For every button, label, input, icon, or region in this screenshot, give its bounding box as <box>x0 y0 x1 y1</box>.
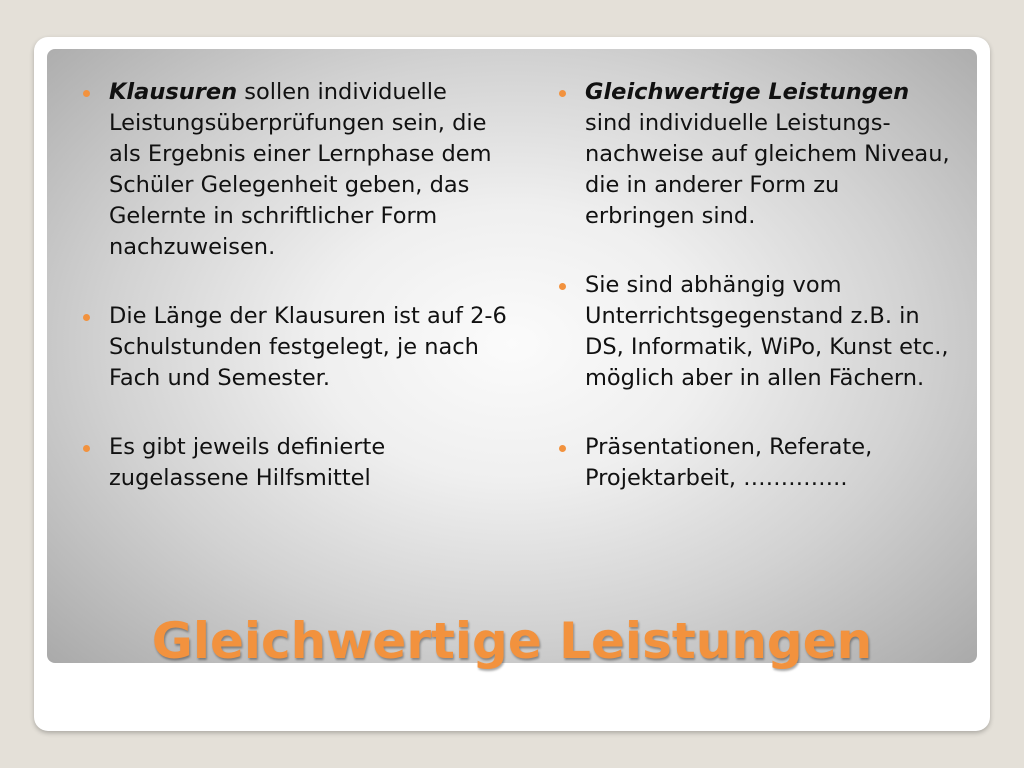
bullet-item <box>555 77 955 232</box>
bullet-text: Es gibt jeweils definierte zugelassene Hilfsmittel <box>109 434 386 491</box>
bullet-text: Sie sind abhängig vom Unterrichtsgegenstand z.B. in DS, Informatik, WiPo, Kunst etc., möglich aber in allen Fächern. <box>585 272 949 391</box>
bullet-dot-icon <box>559 90 566 97</box>
slide-frame <box>34 37 990 731</box>
bullet-text: Präsentationen, Referate, Projektarbeit, ………….. <box>585 434 873 491</box>
right-bullet-list <box>555 77 955 494</box>
bullet-item <box>555 432 955 494</box>
bullet-dot-icon <box>559 283 566 290</box>
bullet-dot-icon <box>83 314 90 321</box>
bullet-text: Die Länge der Klausuren ist auf 2-6 Schulstunden festgelegt, je nach Fach und Semester. <box>109 303 507 391</box>
left-column <box>79 77 519 532</box>
bullet-item <box>79 432 519 494</box>
bullet-text: sollen individuelle Leistungsüberprüfungen sein, die als Ergebnis einer Lernphase dem Schüler Gelegenheit geben, das Gelernte in schriftlicher Form nachzuweisen. <box>109 79 492 260</box>
bullet-dot-icon <box>83 90 90 97</box>
left-bullet-list <box>79 77 519 494</box>
slide-title: Gleichwertige Leistungen <box>151 612 873 670</box>
bullet-dot-icon <box>559 445 566 452</box>
content-panel <box>47 49 977 663</box>
bullet-item <box>555 270 955 394</box>
bullet-item <box>79 301 519 394</box>
bullet-dot-icon <box>83 445 90 452</box>
bullet-emphasis: Gleichwertige Leistungen <box>585 79 910 105</box>
right-column <box>555 77 955 532</box>
bullet-item <box>79 77 519 263</box>
bullet-emphasis: Klausuren <box>109 79 238 105</box>
bullet-text: sind individuelle Leistungs-nachweise auf gleichem Niveau, die in anderer Form zu erbringen sind. <box>585 110 950 229</box>
